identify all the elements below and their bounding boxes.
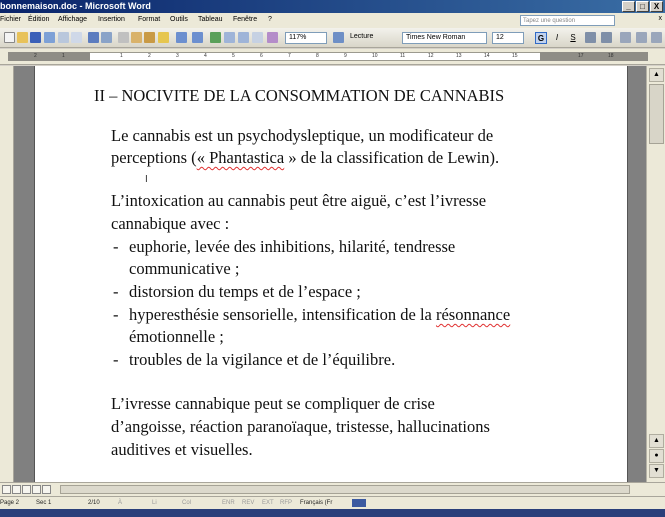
menu-bar <box>0 13 665 28</box>
scroll-thumb[interactable] <box>649 84 664 144</box>
menu-edition[interactable]: Édition <box>28 16 50 23</box>
web-view-icon[interactable] <box>12 485 21 494</box>
maximize-button[interactable]: □ <box>636 1 649 12</box>
indent-icon[interactable] <box>651 32 662 43</box>
menu-outils[interactable]: Outils <box>170 16 188 23</box>
menu-insertion[interactable]: Insertion <box>98 16 125 23</box>
italic-button[interactable]: I <box>555 33 559 42</box>
ruler-tick: 10 <box>372 53 378 59</box>
menu-tableau[interactable]: Tableau <box>198 16 223 23</box>
save-icon[interactable] <box>30 32 41 43</box>
reading-mode-button[interactable]: Lecture <box>350 33 374 40</box>
ruler-tick: 3 <box>176 53 179 59</box>
bullet-continuation: communicative ; <box>129 259 240 278</box>
font-name-select[interactable]: Times New Roman <box>402 32 487 44</box>
spelling-flagged-text: résonnance <box>435 305 511 324</box>
document-area[interactable] <box>0 66 646 482</box>
bullet-text: distorsion du temps et de l’espace ; <box>129 282 361 301</box>
status-mode-ext[interactable]: EXT <box>262 500 274 506</box>
standard-toolbar <box>0 28 665 48</box>
ruler-tick: 2 <box>34 53 37 59</box>
status-section: Sec 1 <box>36 500 52 506</box>
text-run: hyperesthésie sensorielle, intensification de la <box>129 305 436 324</box>
open-folder-icon[interactable] <box>17 32 28 43</box>
tables-icon[interactable] <box>224 32 235 43</box>
bullet-dash: - <box>113 350 119 369</box>
bullet-dash: - <box>113 282 119 301</box>
ruler-right-margin <box>540 52 648 61</box>
previous-page-icon[interactable]: ▲ <box>649 434 664 448</box>
minimize-button[interactable]: _ <box>622 1 635 12</box>
paragraph-line: auditives et visuelles. <box>111 440 253 459</box>
status-mode-rev[interactable]: REV <box>242 500 255 506</box>
menu-fenetre[interactable]: Fenêtre <box>233 16 258 23</box>
print-preview-icon[interactable] <box>71 32 82 43</box>
cut-icon[interactable] <box>118 32 129 43</box>
menu-help[interactable]: ? <box>268 16 272 23</box>
status-page: Page 2 <box>0 500 20 506</box>
status-mode-rfp[interactable]: RFP <box>280 500 292 506</box>
paragraph-line: L’ivresse cannabique peut se compliquer de crise <box>111 394 435 413</box>
ruler-tick: 6 <box>260 53 263 59</box>
section-heading: II – NOCIVITE DE LA CONSOMMATION DE CANNABIS <box>94 86 505 105</box>
ruler-tick: 13 <box>456 53 462 59</box>
permission-icon[interactable] <box>44 32 55 43</box>
view-buttons <box>2 485 51 494</box>
text-run: » de la classification de Lewin). <box>284 148 500 167</box>
horizontal-scroll-thumb[interactable] <box>60 485 630 494</box>
paste-icon[interactable] <box>144 32 155 43</box>
new-document-icon[interactable] <box>4 32 15 43</box>
document-close-icon[interactable]: x <box>658 15 662 22</box>
horizontal-scrollbar[interactable] <box>0 482 665 496</box>
bullet-dash: - <box>113 237 119 256</box>
ruler-tick: 1 <box>62 53 65 59</box>
ruler-tick: 18 <box>608 53 614 59</box>
paragraph-line: Le cannabis est un psychodysleptique, un modificateur de <box>111 126 494 145</box>
numbering-icon[interactable] <box>620 32 631 43</box>
undo-icon[interactable] <box>176 32 187 43</box>
help-icon[interactable] <box>333 32 344 43</box>
browse-object-icon[interactable]: ● <box>649 449 664 463</box>
ruler-tick: 4 <box>204 53 207 59</box>
align-center-icon[interactable] <box>601 32 612 43</box>
ruler-tick: 2 <box>148 53 151 59</box>
ruler-tick: 11 <box>400 53 406 59</box>
copy-icon[interactable] <box>131 32 142 43</box>
status-count: 2/10 <box>88 500 100 506</box>
show-hide-icon[interactable] <box>267 32 278 43</box>
window-title: bonnemaison.doc - Microsoft Word <box>0 1 151 11</box>
bullets-icon[interactable] <box>636 32 647 43</box>
help-question-input[interactable]: Tapez une question <box>520 15 615 26</box>
window-controls <box>622 1 663 12</box>
hyperlink-icon[interactable] <box>210 32 221 43</box>
status-bar <box>0 496 665 509</box>
font-size-select[interactable]: 12 <box>492 32 524 44</box>
title-bar <box>0 0 665 13</box>
ruler-tick: 15 <box>512 53 518 59</box>
menu-affichage[interactable]: Affichage <box>58 16 88 23</box>
print-view-icon[interactable] <box>22 485 31 494</box>
align-justify-icon[interactable] <box>585 32 596 43</box>
ruler-tick: 1 <box>120 53 123 59</box>
research-icon[interactable] <box>101 32 112 43</box>
next-page-icon[interactable]: ▼ <box>649 464 664 478</box>
paragraph-line: d’angoisse, réaction paranoïaque, tristesse, hallucinations <box>111 417 490 436</box>
ruler-tick: 8 <box>316 53 319 59</box>
format-painter-icon[interactable] <box>158 32 169 43</box>
close-button[interactable]: X <box>650 1 663 12</box>
paragraph-line <box>111 147 499 169</box>
normal-view-icon[interactable] <box>2 485 11 494</box>
bullet-text <box>129 304 510 326</box>
columns-icon[interactable] <box>252 32 263 43</box>
underline-button[interactable]: S <box>570 33 576 42</box>
text-run: perceptions ( <box>111 148 197 167</box>
scroll-up-icon[interactable]: ▲ <box>649 68 664 82</box>
status-mode-enr[interactable]: ENR <box>222 500 235 506</box>
status-column: Col <box>182 500 192 506</box>
bold-button[interactable]: G <box>535 32 547 44</box>
paragraph-line: L’intoxication au cannabis peut être aiguë, c’est l’ivresse <box>111 191 487 210</box>
spelling-status-icon[interactable] <box>352 499 366 507</box>
taskbar <box>0 509 665 517</box>
bullet-dash: - <box>113 305 119 324</box>
document-page[interactable] <box>34 66 628 482</box>
vertical-ruler <box>0 66 14 482</box>
bullet-text: troubles de la vigilance et de l’équilibre. <box>129 350 396 369</box>
menu-format[interactable]: Format <box>138 16 161 23</box>
spelling-icon[interactable] <box>88 32 99 43</box>
paragraph-line: cannabique avec : <box>111 214 230 233</box>
redo-icon[interactable] <box>192 32 203 43</box>
ruler-left-margin <box>8 52 90 61</box>
ruler-tick: 14 <box>484 53 490 59</box>
horizontal-ruler[interactable] <box>0 49 665 65</box>
insert-table-icon[interactable] <box>238 32 249 43</box>
bullet-text: euphorie, levée des inhibitions, hilarité, tendresse <box>129 237 456 256</box>
ruler-tick: 17 <box>578 53 584 59</box>
status-position: À <box>118 500 123 506</box>
status-language: Français (Fr <box>300 500 333 506</box>
bullet-continuation: émotionnelle ; <box>129 327 224 346</box>
vertical-scrollbar[interactable] <box>646 66 665 482</box>
print-icon[interactable] <box>58 32 69 43</box>
reading-view-icon[interactable] <box>42 485 51 494</box>
status-line: Li <box>152 500 157 506</box>
zoom-select[interactable]: 117% <box>285 32 327 44</box>
ruler-tick: 12 <box>428 53 434 59</box>
ruler-tick: 7 <box>288 53 291 59</box>
menu-fichier[interactable]: Fichier <box>0 16 22 23</box>
ruler-tick: 5 <box>232 53 235 59</box>
text-cursor: I <box>145 174 148 185</box>
outline-view-icon[interactable] <box>32 485 41 494</box>
spelling-flagged-text: « Phantastica <box>196 148 285 167</box>
ruler-tick: 9 <box>344 53 347 59</box>
